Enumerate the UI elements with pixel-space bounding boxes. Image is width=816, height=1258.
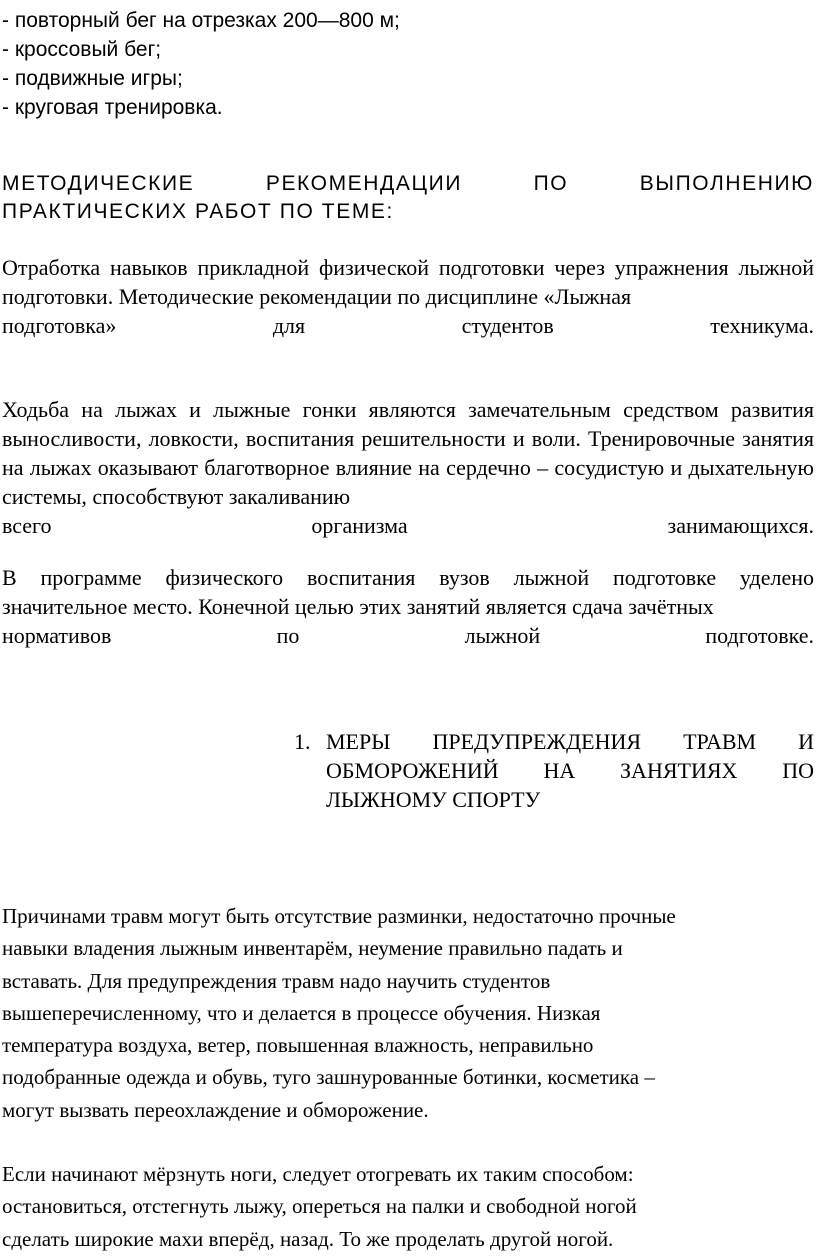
heading-line-1: МЕТОДИЧЕСКИЕ РЕКОМЕНДАЦИИ ПО ВЫПОЛНЕНИЮ xyxy=(2,172,814,195)
paragraph-warming-feet xyxy=(2,1158,814,1255)
section-title xyxy=(326,727,814,814)
paragraph-last-line: нормативов по лыжной подготовке. xyxy=(2,623,814,648)
section-title-line: МЕРЫ ПРЕДУПРЕЖДЕНИЯ ТРАВМ И xyxy=(326,729,814,754)
methodical-heading xyxy=(2,170,814,226)
paragraph-intro xyxy=(2,253,814,340)
paragraph-skiing-benefits xyxy=(2,395,814,540)
paragraph-body: В программе физического воспитания вузов лыжной подготовке уделено значительное место. Конечной целью этих занятий является сдача зачётных xyxy=(2,565,814,619)
text-line: могут вызвать переохлаждение и обморожение. xyxy=(2,1097,429,1122)
list-item: - кроссовый бег; xyxy=(2,38,162,61)
paragraph-program xyxy=(2,563,814,650)
text-line: сделать широкие махи вперёд, назад. То же проделать другой ногой. xyxy=(2,1226,614,1251)
section-title-line: ЛЫЖНОМУ СПОРТУ xyxy=(326,787,541,812)
text-line: Причинами травм могут быть отсутствие разминки, недостаточно прочные xyxy=(2,904,676,928)
list-item: - повторный бег на отрезках 200—800 м; xyxy=(2,9,400,32)
list-item: - подвижные игры; xyxy=(2,67,183,90)
text-line: подобранные одежда и обувь, туго зашнурованные ботинки, косметика – xyxy=(2,1065,655,1090)
section-number: 1. xyxy=(294,729,311,754)
paragraph-last-line: всего организма занимающихся. xyxy=(2,513,814,538)
text-line: вышеперечисленному, что и делается в процессе обучения. Низкая xyxy=(2,1000,601,1025)
text-line: Если начинают мёрзнуть ноги, следует отогревать их таким способом: xyxy=(2,1162,634,1186)
text-line: остановиться, отстегнуть лыжу, опереться на палки и свободной ногой xyxy=(2,1194,637,1219)
text-line: вставать. Для предупреждения травм надо научить студентов xyxy=(2,968,551,993)
text-line: температура воздуха, ветер, повышенная влажность, неправильно xyxy=(2,1033,594,1058)
paragraph-body: Ходьба на лыжах и лыжные гонки являются замечательным средством развития выносливости, ловкости, воспитания решительности и воли. Тренировочные занятия на лыжах оказывают благотворное влияние на сердечно – сосудистую и дыхательную системы, способствуют закаливанию xyxy=(2,397,814,509)
paragraph-body: Отработка навыков прикладной физической подготовки через упражнения лыжной подготовки. Методические рекомендации по дисциплине «Лыжная xyxy=(2,255,814,309)
heading-line-2: ПРАКТИЧЕСКИХ РАБОТ ПО ТЕМЕ: xyxy=(2,200,394,223)
list-item: - круговая тренировка. xyxy=(2,96,223,119)
text-line: навыки владения лыжным инвентарём, неумение правильно падать и xyxy=(2,936,623,961)
training-list xyxy=(2,6,400,122)
section-title-line: ОБМОРОЖЕНИЙ НА ЗАНЯТИЯХ ПО xyxy=(326,758,814,783)
paragraph-last-line: подготовка» для студентов техникума. xyxy=(2,313,814,338)
paragraph-injury-causes xyxy=(2,900,814,1126)
